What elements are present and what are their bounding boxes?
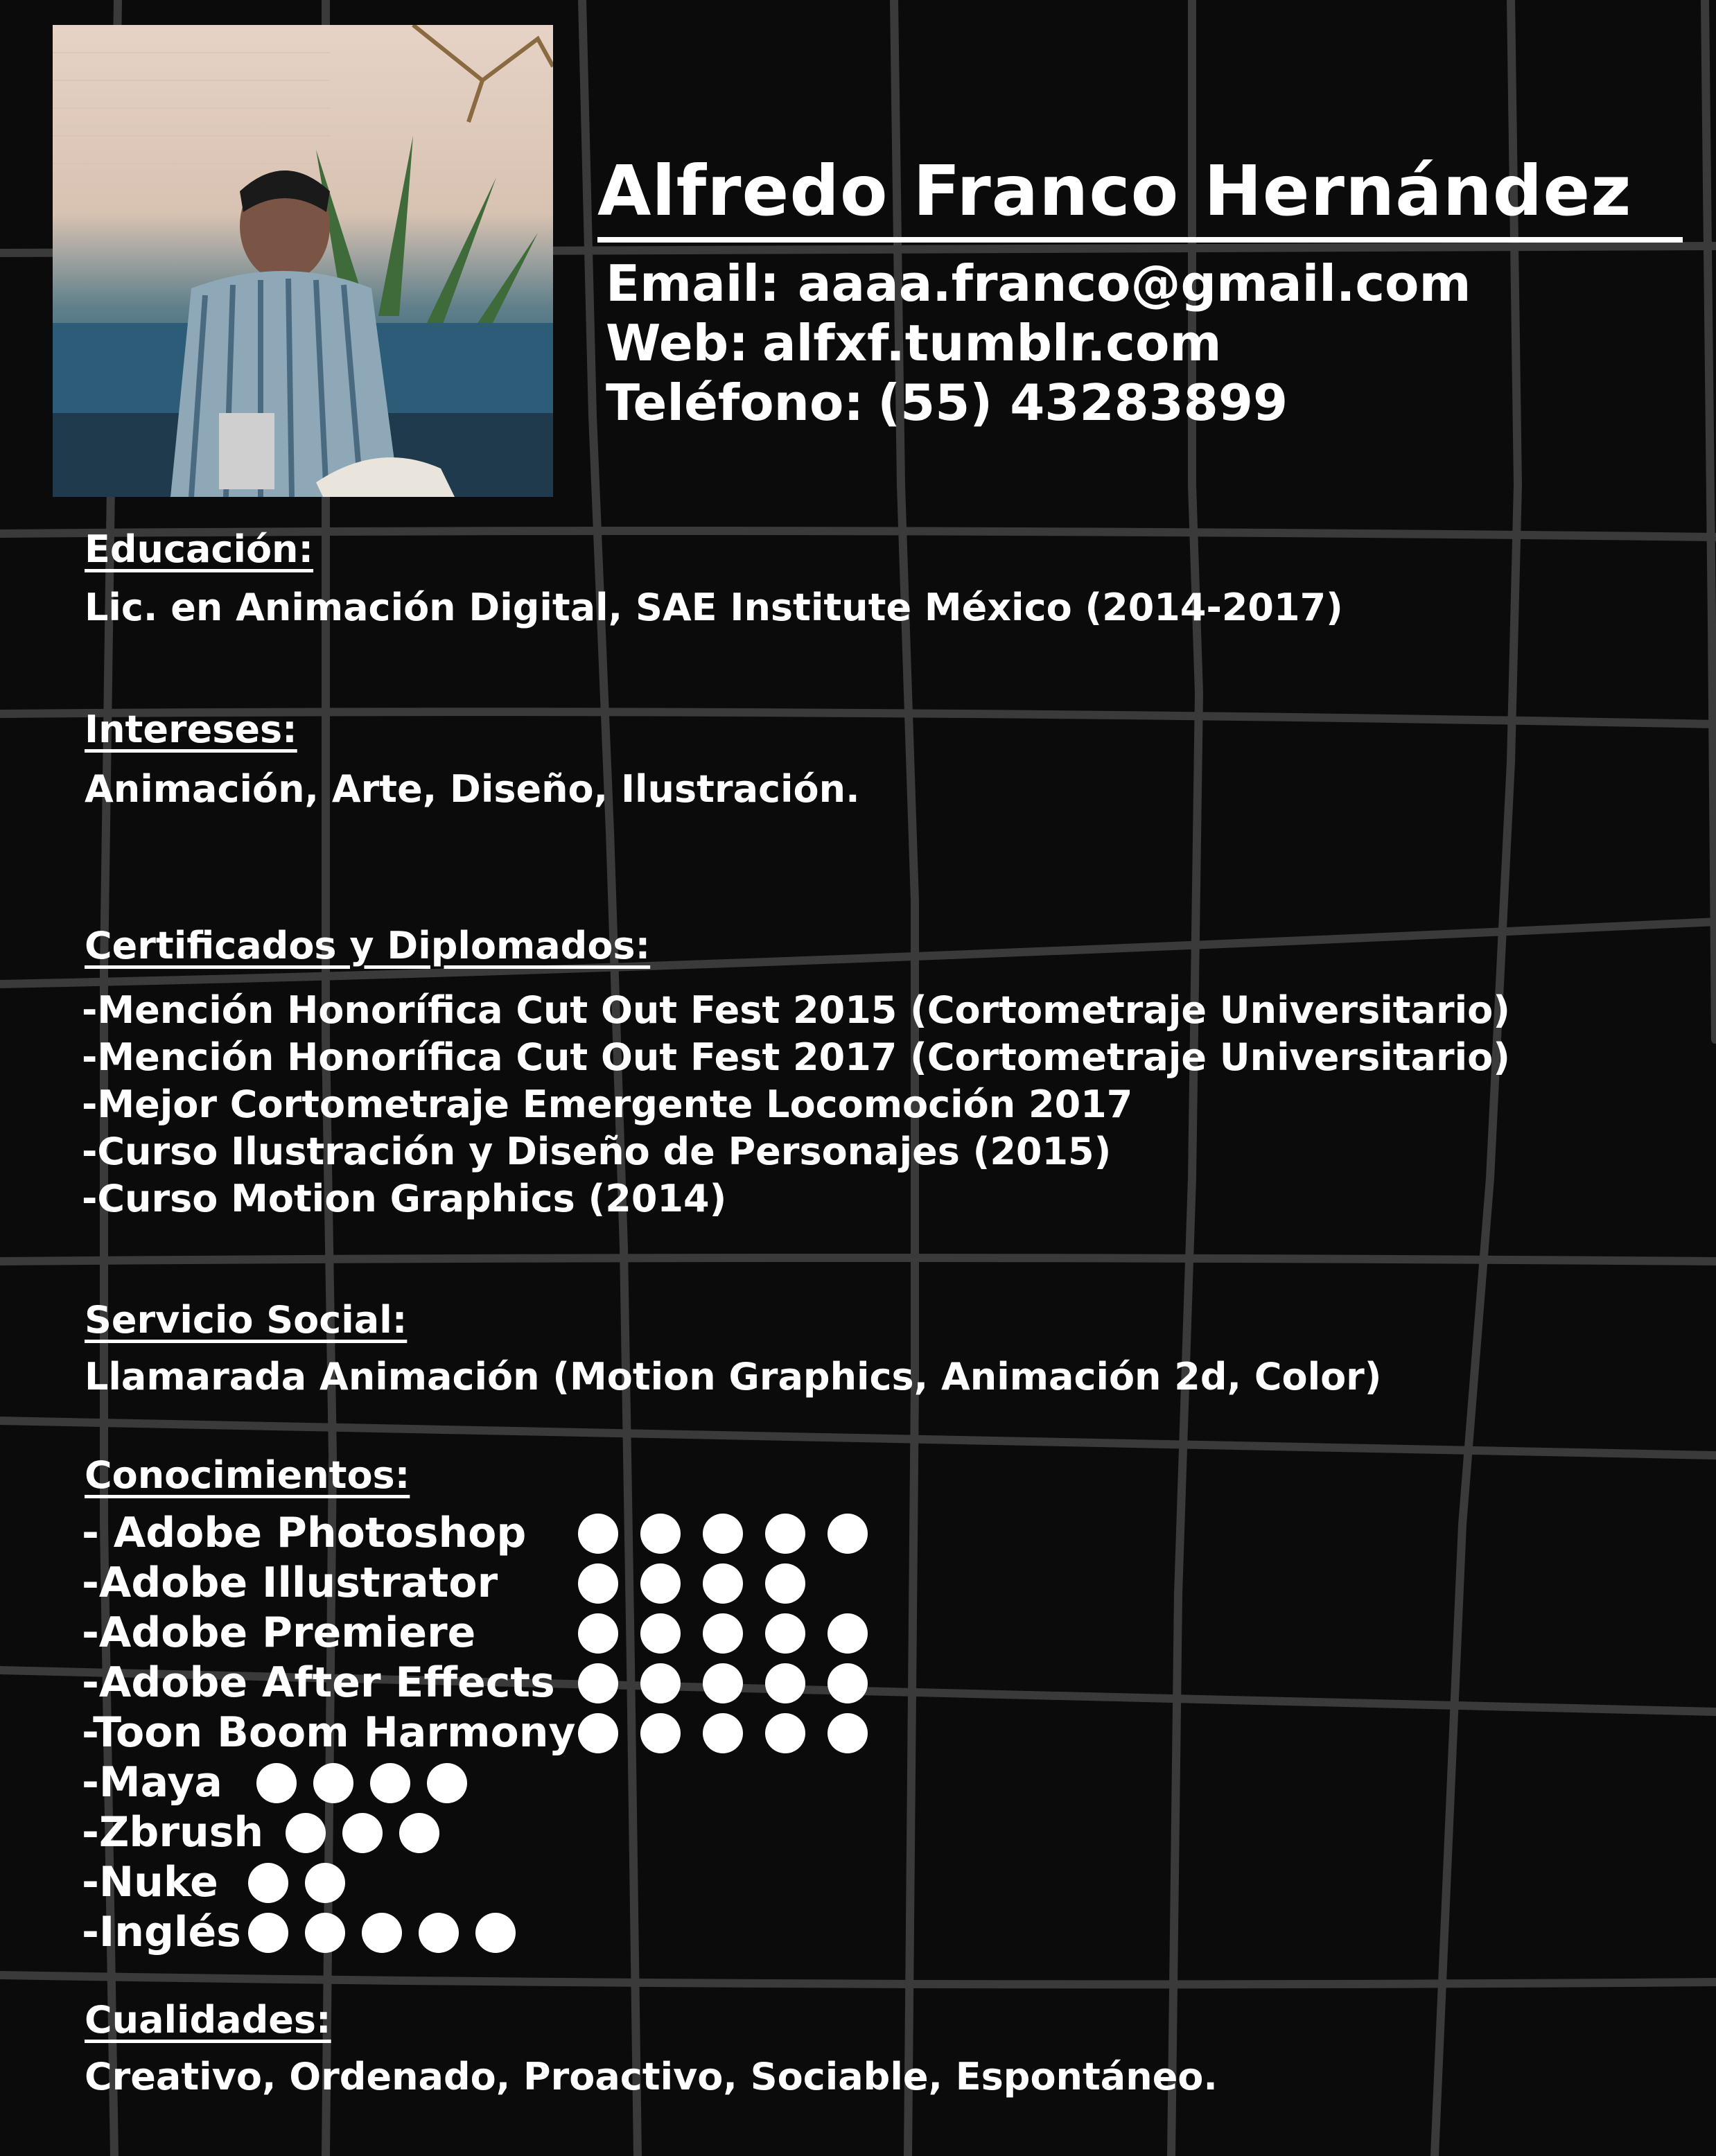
education-heading: Educación:	[85, 527, 314, 571]
list-item: -Curso Motion Graphics (2014)	[82, 1177, 727, 1220]
skill-dot	[703, 1663, 743, 1703]
skill-row	[82, 1558, 498, 1608]
skill-dot	[578, 1613, 618, 1654]
skill-row	[82, 1807, 263, 1857]
skill-level-dots	[578, 1613, 890, 1654]
skill-dot	[362, 1913, 402, 1953]
skill-dot	[427, 1763, 467, 1803]
skill-dot	[370, 1763, 410, 1803]
phone-label: Teléfono:	[606, 374, 864, 432]
skill-label: -Adobe Illustrator	[82, 1559, 498, 1607]
list-item: -Mención Honorífica Cut Out Fest 2017 (Cortometraje Universitario)	[82, 1035, 1510, 1079]
skill-row	[82, 1508, 526, 1558]
web-label: Web:	[606, 314, 749, 372]
social-service-text: Llamarada Animación (Motion Graphics, Animación 2d, Color)	[85, 1355, 1382, 1399]
skill-level-dots	[286, 1813, 456, 1853]
name-underline	[597, 237, 1683, 243]
qualities-text: Creativo, Ordenado, Proactivo, Sociable, Espontáneo.	[85, 2055, 1218, 2098]
certificates-heading: Certificados y Diplomados:	[85, 924, 651, 967]
skill-row	[82, 1857, 218, 1907]
skill-dot	[248, 1863, 288, 1903]
interests-heading: Intereses:	[85, 708, 297, 751]
skill-label: -Nuke	[82, 1858, 218, 1907]
list-item: -Mención Honorífica Cut Out Fest 2015 (Cortometraje Universitario)	[82, 988, 1510, 1032]
education-text: Lic. en Animación Digital, SAE Institute México (2014-2017)	[85, 586, 1343, 629]
skill-dot	[248, 1913, 288, 1953]
skill-row	[82, 1907, 241, 1957]
skill-level-dots	[256, 1763, 484, 1803]
skill-dot	[828, 1713, 868, 1753]
skill-level-dots	[578, 1563, 828, 1604]
skill-dot	[256, 1763, 297, 1803]
skill-label: -Zbrush	[82, 1808, 264, 1857]
certificates-list	[82, 987, 1510, 1222]
skill-dot	[765, 1563, 805, 1604]
contact-phone	[606, 376, 1288, 430]
skill-dot	[703, 1563, 743, 1604]
skill-dot	[765, 1713, 805, 1753]
skill-dot	[640, 1514, 681, 1554]
skill-dot	[640, 1613, 681, 1654]
skill-label: -Toon Boom Harmony	[82, 1708, 576, 1757]
skill-level-dots	[578, 1713, 890, 1753]
person-name: Alfredo Franco Hernández	[597, 150, 1632, 231]
email-value[interactable]: aaaa.franco@gmail.com	[797, 254, 1471, 313]
skill-label: -Inglés	[82, 1908, 241, 1956]
skill-dot	[640, 1563, 681, 1604]
skill-dot	[578, 1514, 618, 1554]
skill-dot	[765, 1514, 805, 1554]
skill-dot	[578, 1663, 618, 1703]
skill-label: -Adobe After Effects	[82, 1658, 555, 1707]
skill-label: -Adobe Premiere	[82, 1609, 476, 1657]
social-service-heading: Servicio Social:	[85, 1298, 408, 1342]
skills-heading: Conocimientos:	[85, 1453, 410, 1497]
qualities-heading: Cualidades:	[85, 1998, 331, 2042]
skill-level-dots	[248, 1863, 362, 1903]
list-item: -Curso Ilustración y Diseño de Personajes (2015)	[82, 1130, 1112, 1173]
skill-level-dots	[248, 1913, 532, 1953]
skill-label: -Maya	[82, 1758, 222, 1807]
skill-dot	[578, 1563, 618, 1604]
skill-dot	[399, 1813, 439, 1853]
skill-dot	[475, 1913, 516, 1953]
skill-dot	[313, 1763, 353, 1803]
skill-dot	[305, 1863, 345, 1903]
skill-level-dots	[578, 1514, 890, 1554]
skill-row	[82, 1758, 222, 1807]
skill-dot	[419, 1913, 459, 1953]
list-item: -Mejor Cortometraje Emergente Locomoción 2017	[82, 1083, 1133, 1126]
skill-dot	[703, 1514, 743, 1554]
skill-dot	[828, 1514, 868, 1554]
email-label: Email:	[606, 254, 780, 313]
interests-text: Animación, Arte, Diseño, Ilustración.	[85, 767, 860, 811]
skill-row	[82, 1658, 555, 1708]
skill-dot	[640, 1663, 681, 1703]
contact-email	[606, 256, 1471, 311]
skill-dot	[765, 1663, 805, 1703]
skill-row	[82, 1608, 475, 1658]
skill-dot	[305, 1913, 345, 1953]
skill-label: - Adobe Photoshop	[82, 1509, 527, 1557]
contact-web	[606, 316, 1221, 371]
web-value[interactable]: alfxf.tumblr.com	[762, 314, 1222, 372]
phone-value: (55) 43283899	[877, 374, 1288, 432]
skill-dot	[703, 1713, 743, 1753]
skill-dot	[703, 1613, 743, 1654]
skill-dot	[828, 1613, 868, 1654]
skill-dot	[342, 1813, 383, 1853]
skill-dot	[640, 1713, 681, 1753]
skill-level-dots	[578, 1663, 890, 1703]
skill-dot	[765, 1613, 805, 1654]
skill-row	[82, 1708, 576, 1758]
skill-dot	[578, 1713, 618, 1753]
skill-dot	[286, 1813, 326, 1853]
profile-photo	[53, 25, 553, 497]
skill-dot	[828, 1663, 868, 1703]
